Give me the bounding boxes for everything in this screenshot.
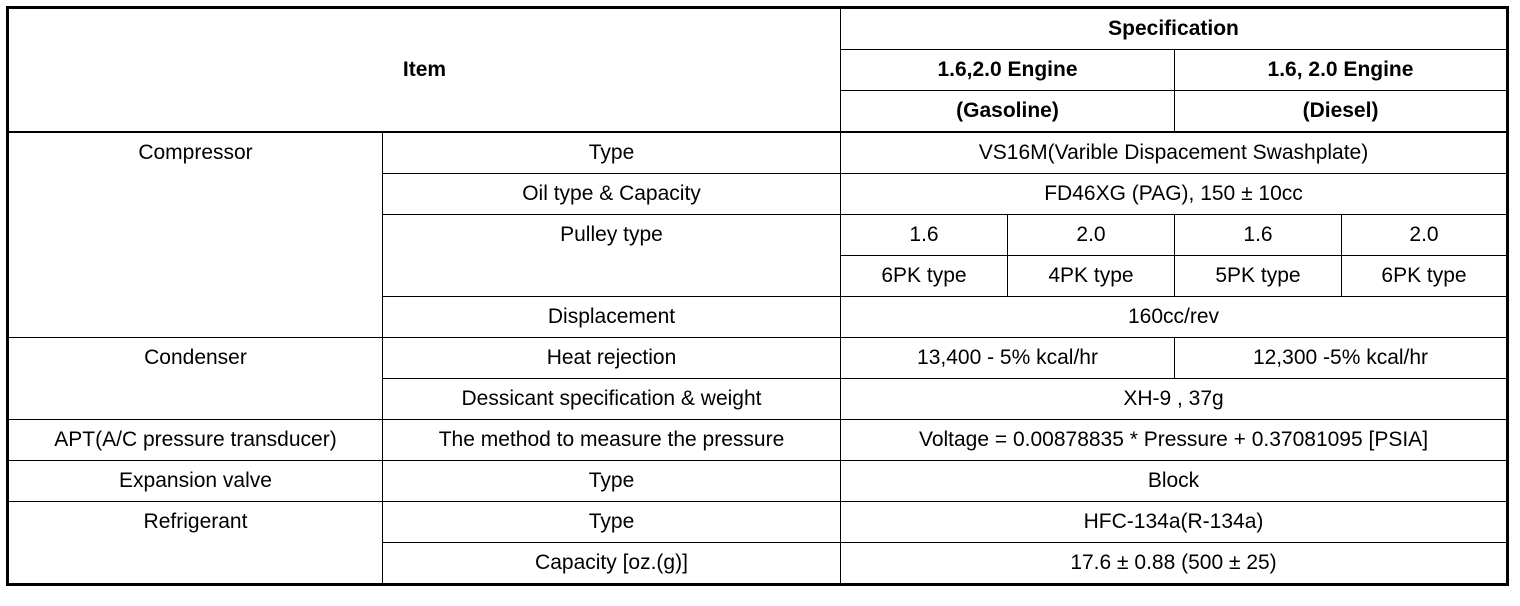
apt-label: APT(A/C pressure transducer) xyxy=(8,420,383,461)
pulley-size-cell: 1.6 xyxy=(1175,215,1342,256)
condenser-dessicant-value: XH-9 , 37g xyxy=(841,379,1508,420)
header-diesel-engine: 1.6, 2.0 Engine xyxy=(1175,50,1508,91)
pulley-size-cell: 2.0 xyxy=(1342,215,1508,256)
refrigerant-capacity-label: Capacity [oz.(g)] xyxy=(383,543,841,585)
apt-method-value: Voltage = 0.00878835 * Pressure + 0.37081095 [PSIA] xyxy=(841,420,1508,461)
header-gasoline-engine: 1.6,2.0 Engine xyxy=(841,50,1175,91)
pulley-type-cell: 4PK type xyxy=(1008,256,1175,297)
pulley-size-cell: 2.0 xyxy=(1008,215,1175,256)
expansion-valve-type-label: Type xyxy=(383,461,841,502)
compressor-pulley-label: Pulley type xyxy=(383,215,841,297)
condenser-heat-diesel: 12,300 -5% kcal/hr xyxy=(1175,338,1508,379)
expansion-valve-type-value: Block xyxy=(841,461,1508,502)
condenser-label: Condenser xyxy=(8,338,383,420)
apt-method-label: The method to measure the pressure xyxy=(383,420,841,461)
header-row-1 xyxy=(8,8,1508,50)
pulley-type-cell: 6PK type xyxy=(1342,256,1508,297)
pulley-size-cell: 1.6 xyxy=(841,215,1008,256)
condenser-dessicant-label: Dessicant specification & weight xyxy=(383,379,841,420)
spec-table-container xyxy=(6,6,1509,586)
expansion-valve-row xyxy=(8,461,1508,502)
pulley-type-cell: 6PK type xyxy=(841,256,1008,297)
pulley-type-cell: 5PK type xyxy=(1175,256,1342,297)
header-specification: Specification xyxy=(841,8,1508,50)
condenser-heat-row xyxy=(8,338,1508,379)
refrigerant-capacity-value: 17.6 ± 0.88 (500 ± 25) xyxy=(841,543,1508,585)
condenser-heat-label: Heat rejection xyxy=(383,338,841,379)
header-diesel-fuel: (Diesel) xyxy=(1175,91,1508,133)
compressor-label: Compressor xyxy=(8,132,383,338)
expansion-valve-label: Expansion valve xyxy=(8,461,383,502)
refrigerant-label: Refrigerant xyxy=(8,502,383,585)
compressor-displacement-label: Displacement xyxy=(383,297,841,338)
compressor-oil-label: Oil type & Capacity xyxy=(383,174,841,215)
refrigerant-type-row xyxy=(8,502,1508,543)
condenser-heat-gasoline: 13,400 - 5% kcal/hr xyxy=(841,338,1175,379)
ac-specification-table xyxy=(6,6,1509,586)
compressor-type-label: Type xyxy=(383,132,841,174)
header-item: Item xyxy=(8,8,841,133)
header-gasoline-fuel: (Gasoline) xyxy=(841,91,1175,133)
apt-row xyxy=(8,420,1508,461)
compressor-type-row xyxy=(8,132,1508,174)
refrigerant-type-value: HFC-134a(R-134a) xyxy=(841,502,1508,543)
refrigerant-type-label: Type xyxy=(383,502,841,543)
compressor-displacement-value: 160cc/rev xyxy=(841,297,1508,338)
compressor-type-value: VS16M(Varible Dispacement Swashplate) xyxy=(841,132,1508,174)
compressor-oil-value: FD46XG (PAG), 150 ± 10cc xyxy=(841,174,1508,215)
